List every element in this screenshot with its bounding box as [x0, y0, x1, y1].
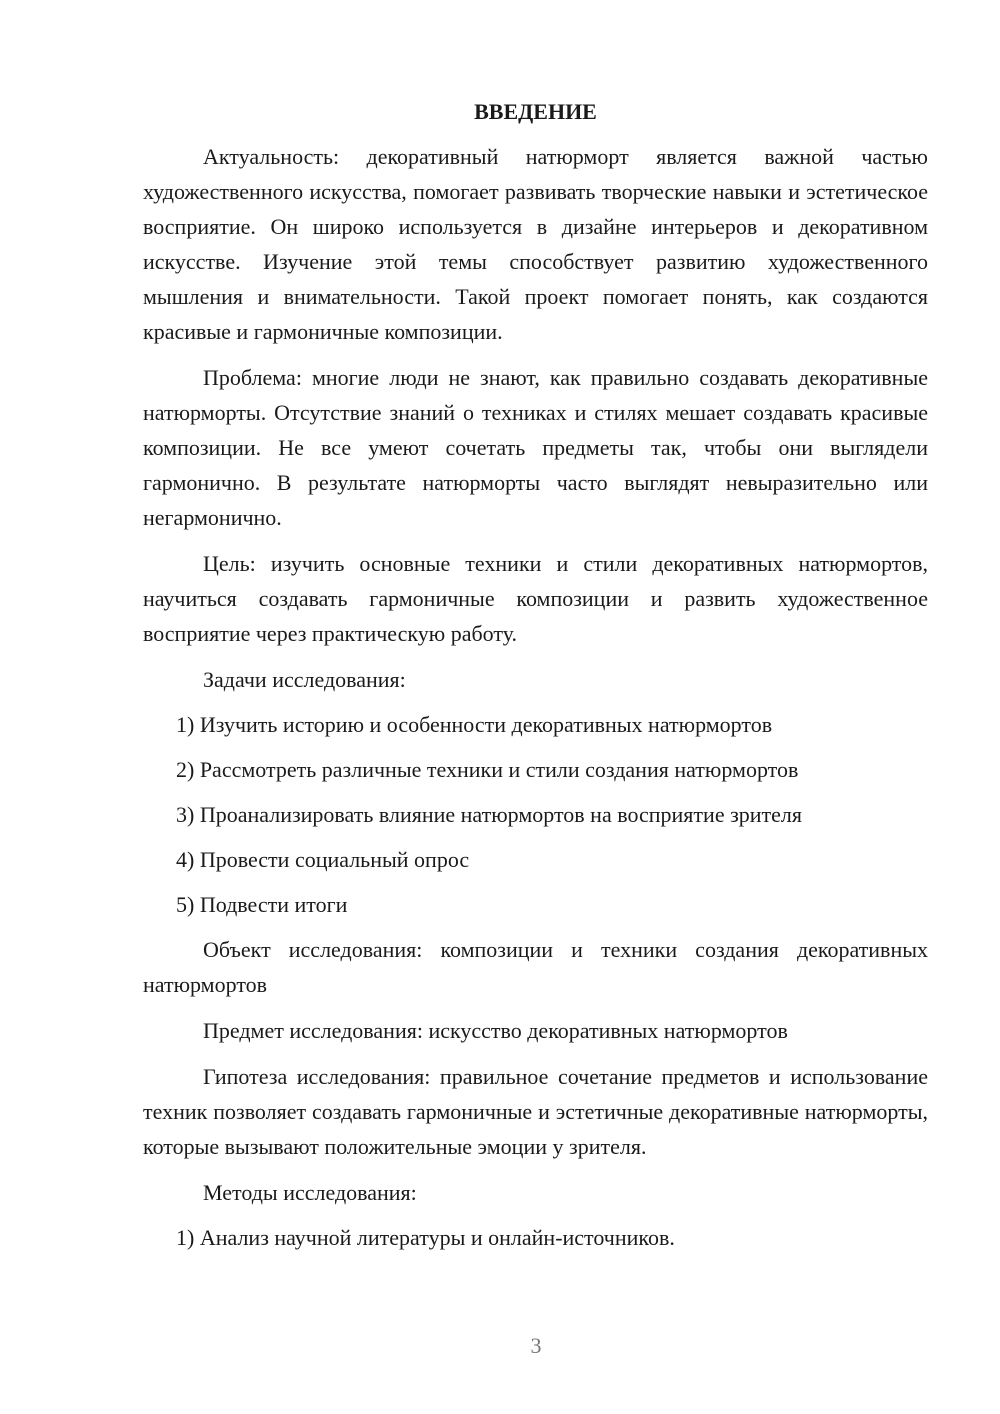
paragraph-hypothesis: Гипотеза исследования: правильное сочетание предметов и использование техник позволяет создавать гармоничные и эстетичные декоративные натюрморты, которые вызывают положительные эмоции у зрителя. — [143, 1064, 928, 1159]
tasks-list — [143, 707, 928, 922]
list-item: 1) Изучить историю и особенности декоративных натюрмортов — [176, 712, 773, 737]
paragraph-relevance: Актуальность: декоративный натюрморт является важной частью художественного искусства, помогает развивать творческие навыки и эстетическое восприятие. Он широко используется в дизайне интерьеров и декоративном искусстве. Изучение этой темы способствует развитию художественного мышления и внимательности. Такой проект помогает понять, как создаются красивые и гармоничные композиции. — [143, 144, 928, 344]
paragraph-subject: Предмет исследования: искусство декоративных натюрмортов — [203, 1018, 788, 1043]
list-item: 4) Провести социальный опрос — [176, 847, 470, 872]
page-title: ВВЕДЕНИЕ — [474, 99, 597, 124]
page-content — [143, 94, 928, 1265]
page-number: 3 — [530, 1333, 542, 1358]
paragraph-object: Объект исследования: композиции и техники создания декоративных натюрмортов — [143, 937, 928, 997]
tasks-heading: Задачи исследования: — [203, 667, 406, 692]
list-item: 1) Анализ научной литературы и онлайн-источников. — [176, 1225, 675, 1250]
list-item: 5) Подвести итоги — [176, 892, 348, 917]
paragraph-goal: Цель: изучить основные техники и стили декоративных натюрмортов, научиться создавать гармоничные композиции и развить художественное восприятие через практическую работу. — [143, 551, 928, 646]
methods-list — [143, 1220, 928, 1255]
paragraph-problem: Проблема: многие люди не знают, как правильно создавать декоративные натюрморты. Отсутствие знаний о техниках и стилях мешает создавать красивые композиции. Не все умеют сочетать предметы так, чтобы они выглядели гармонично. В результате натюрморты часто выглядят невыразительно или негармонично. — [143, 365, 928, 530]
methods-heading: Методы исследования: — [203, 1180, 417, 1205]
list-item: 3) Проанализировать влияние натюрмортов на восприятие зрителя — [176, 802, 803, 827]
list-item: 2) Рассмотреть различные техники и стили создания натюрмортов — [176, 757, 799, 782]
